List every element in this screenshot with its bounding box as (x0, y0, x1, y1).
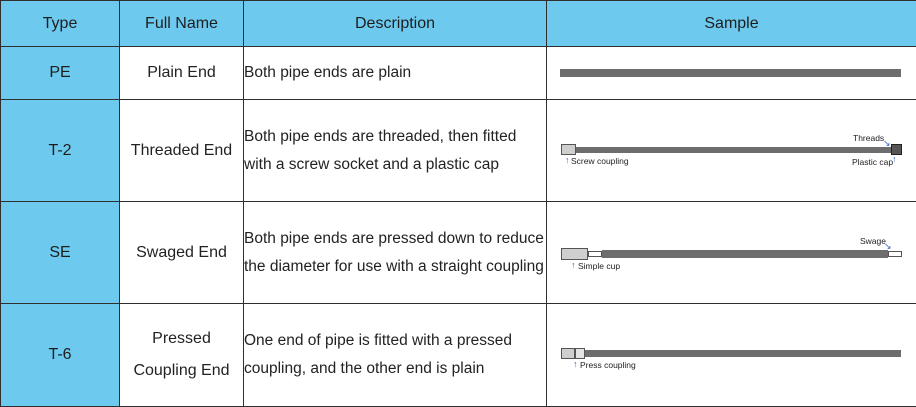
press-coupling-label: Press coupling (580, 360, 636, 370)
description-cell: Both pipe ends are plain (244, 47, 547, 100)
full-name-cell: Threaded End (120, 100, 244, 202)
table-row (1, 47, 916, 100)
header-type: Type (1, 1, 120, 47)
full-name-cell: Swaged End (120, 202, 244, 304)
sample-cell (547, 100, 916, 202)
press-coupling-image (561, 348, 575, 359)
description-cell: Both pipe ends are pressed down to reduce the diameter for use with a straight coupling (244, 202, 547, 304)
table-row (1, 202, 916, 304)
arrow-up-icon: ↑ (573, 360, 578, 369)
header-sample: Sample (547, 1, 916, 47)
threaded-pipe-image (575, 147, 893, 153)
full-name-cell: Plain End (120, 47, 244, 100)
header-full-name: Full Name (120, 1, 244, 47)
table-row (1, 304, 916, 407)
type-cell: PE (1, 47, 120, 100)
header-description: Description (244, 1, 547, 47)
header-row (1, 1, 916, 47)
type-cell: SE (1, 202, 120, 304)
arrow-up-icon: ↑ (565, 156, 570, 165)
table-row (1, 100, 916, 202)
simple-cup-image (561, 248, 588, 260)
pressed-pipe-image (585, 350, 901, 357)
arrow-down-right-icon: ↘ (884, 242, 892, 251)
description-cell: Both pipe ends are threaded, then fitted with a screw socket and a plastic cap (244, 100, 547, 202)
arrow-up-icon: ↑ (892, 155, 897, 164)
type-cell: T-6 (1, 304, 120, 407)
simple-cup-label: Simple cup (578, 261, 620, 271)
swage-left-image (588, 251, 602, 257)
sample-cell (547, 47, 916, 100)
screw-coupling-label: Screw coupling (571, 156, 629, 166)
swaged-pipe-image (602, 250, 888, 258)
arrow-down-right-icon: ↘ (883, 139, 891, 148)
plastic-cap-label: Plastic cap (852, 157, 893, 167)
swage-right-image (888, 251, 902, 257)
full-name-cell: Pressed Coupling End (120, 304, 244, 407)
screw-coupling-image (561, 144, 576, 155)
threads-label: Threads (853, 133, 884, 143)
press-coupling-sleeve-image (575, 348, 585, 359)
type-cell: T-2 (1, 100, 120, 202)
sample-cell (547, 304, 916, 407)
swage-label: Swage (860, 236, 886, 246)
description-cell: One end of pipe is fitted with a pressed coupling, and the other end is plain (244, 304, 547, 407)
sample-cell (547, 202, 916, 304)
arrow-up-icon: ↑ (571, 261, 576, 270)
plain-pipe-image (560, 69, 901, 77)
